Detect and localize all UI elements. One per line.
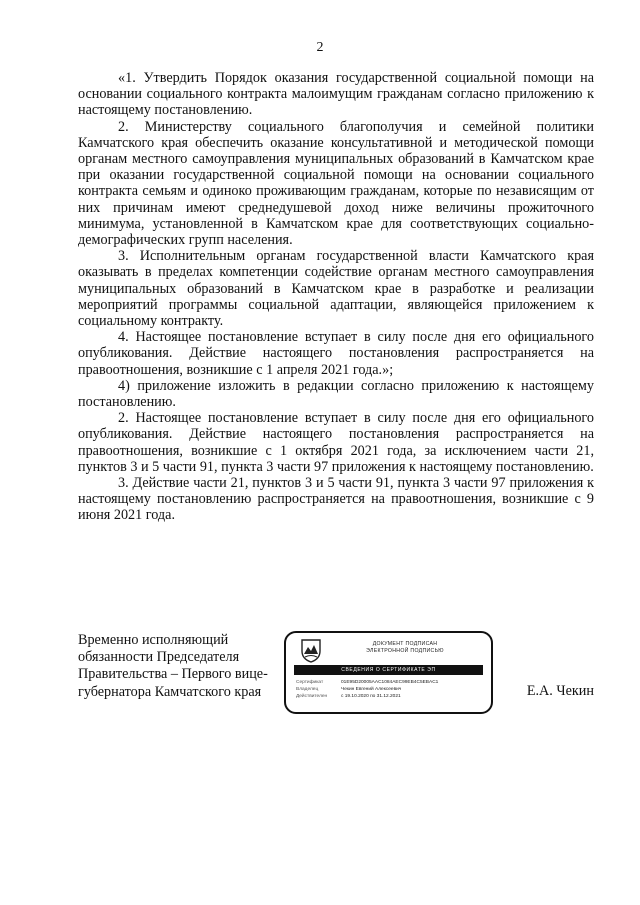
stamp-row-value: Чекин Евгений Алексеевич [341,687,402,692]
signer-name: Е.А. Чекин [526,683,594,699]
stamp-row [296,680,438,686]
paragraph: «1. Утвердить Порядок оказания государственной социальной помощи на основании социального контракта малоимущим гражданам согласно приложению к настоящему постановлению. [78,70,594,119]
stamp-row-value: с 19.10.2020 по 31.12.2021 [341,694,401,699]
coat-of-arms-icon [300,637,322,663]
page-number: 2 [316,40,324,55]
paragraph: 2. Настоящее постановление вступает в силу после дня его официального опубликования. Действие настоящего постановления распространяется на правоотношения, возникшие с 1 октября 2021 года, за исключением части 21, пунктов 3 и 5 части 91, пункта 3 части 97 приложения к настоящему постановлению. [78,410,594,475]
stamp-row [296,687,401,693]
paragraph: 4. Настоящее постановление вступает в силу после дня его официального опубликования. Действие настоящего постановления распространяется на правоотношения, возникшие с 1 апреля 2021 года.»; [78,329,594,378]
signer-position-line: Правительства – Первого вице- [78,666,268,683]
stamp-title [330,641,480,655]
signer-position-line: Временно исполняющий [78,632,229,648]
paragraph: 3. Действие части 21, пунктов 3 и 5 части 91, пункта 3 части 97 приложения к настоящему постановлению распространяется на правоотношения, возникшие с 9 июня 2021 года. [78,475,594,524]
signer-position-line: губернатора Камчатского края [78,683,262,700]
stamp-row-value: 01E95D20005AAC1084AEC99EB4C5EBAC1 [341,680,439,685]
stamp-row-label: Сертификат [296,680,324,685]
stamp-row-label: Действителен [296,694,328,699]
paragraph: 2. Министерству социального благополучия и семейной политики Камчатского края обеспечить оказание консультативной и методической помощи органам местного самоуправления муниципальных образований в Камчатском крае при оказании государственной социальной помощи на основании социального контракта семьям и одиноко проживающим гражданам, которые по независящим от них причинам имеют среднедушевой доход ниже величины прожиточного минимума, установленной в Камчатском крае для соответствующих социально-демографических групп населения. [78,118,594,249]
stamp-title-line: ДОКУМЕНТ ПОДПИСАН [372,641,438,647]
signer-position-line: обязанности Председателя [78,649,240,666]
signer-position [78,632,288,701]
stamp-row-label: Владелец [296,687,319,692]
stamp-header-bar: СВЕДЕНИЯ О СЕРТИФИКАТЕ ЭП [294,665,483,675]
paragraph: 4) приложение изложить в редакции согласно приложению к настоящему постановлению. [78,377,594,411]
body-text [78,70,594,524]
electronic-signature-stamp [284,631,493,714]
stamp-title-line: ЭЛЕКТРОННОЙ ПОДПИСЬЮ [366,648,444,654]
stamp-row [296,694,401,700]
paragraph: 3. Исполнительным органам государственной власти Камчатского края оказывать в пределах компетенции содействие органам местного самоуправления муниципальных образований в Камчатском крае в разработке и реализации мероприятий программы социальной адаптации, являющейся приложением к социальному контракту. [78,248,594,330]
